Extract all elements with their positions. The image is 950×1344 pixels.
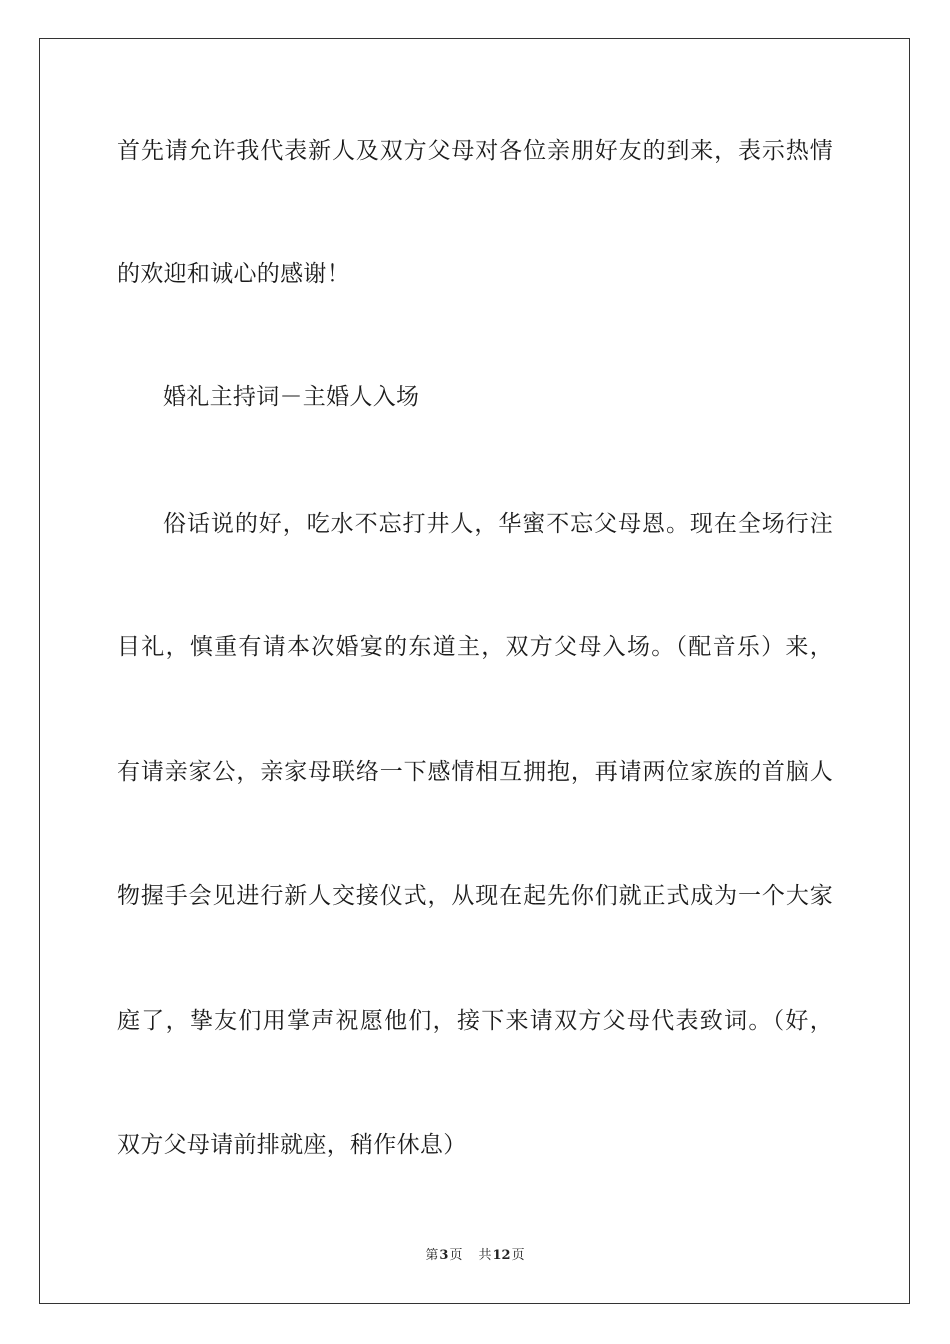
footer-page-suffix: 页 [449, 1248, 463, 1263]
footer-total-prefix: 共 [478, 1248, 492, 1263]
footer-total-suffix: 页 [511, 1248, 525, 1263]
body-line-8: 庭了，挚友们用掌声祝愿他们，接下来请双方父母代表致词。（好， [117, 1008, 833, 1034]
page-frame [39, 38, 910, 1304]
page-footer [0, 1247, 950, 1265]
body-line-4: 俗话说的好，吃水不忘打井人，华蜜不忘父母恩。现在全场行注 [163, 511, 833, 537]
body-line-1: 首先请允许我代表新人及双方父母对各位亲朋好友的到来，表示热情 [117, 138, 833, 164]
footer-total-pages: 12 [492, 1248, 511, 1263]
footer-page-prefix: 第 [425, 1248, 439, 1263]
body-line-7: 物握手会见进行新人交接仪式，从现在起先你们就正式成为一个大家 [117, 883, 833, 909]
body-line-2: 的欢迎和诚心的感谢！ [117, 261, 350, 287]
body-line-6: 有请亲家公，亲家母联络一下感情相互拥抱，再请两位家族的首脑人 [117, 759, 833, 785]
footer-page-number: 3 [439, 1248, 449, 1263]
section-heading: 婚礼主持词－主婚人入场 [163, 384, 420, 410]
body-line-5: 目礼，慎重有请本次婚宴的东道主，双方父母入场。（配音乐）来， [117, 634, 833, 660]
body-line-9: 双方父母请前排就座，稍作休息） [117, 1132, 467, 1158]
